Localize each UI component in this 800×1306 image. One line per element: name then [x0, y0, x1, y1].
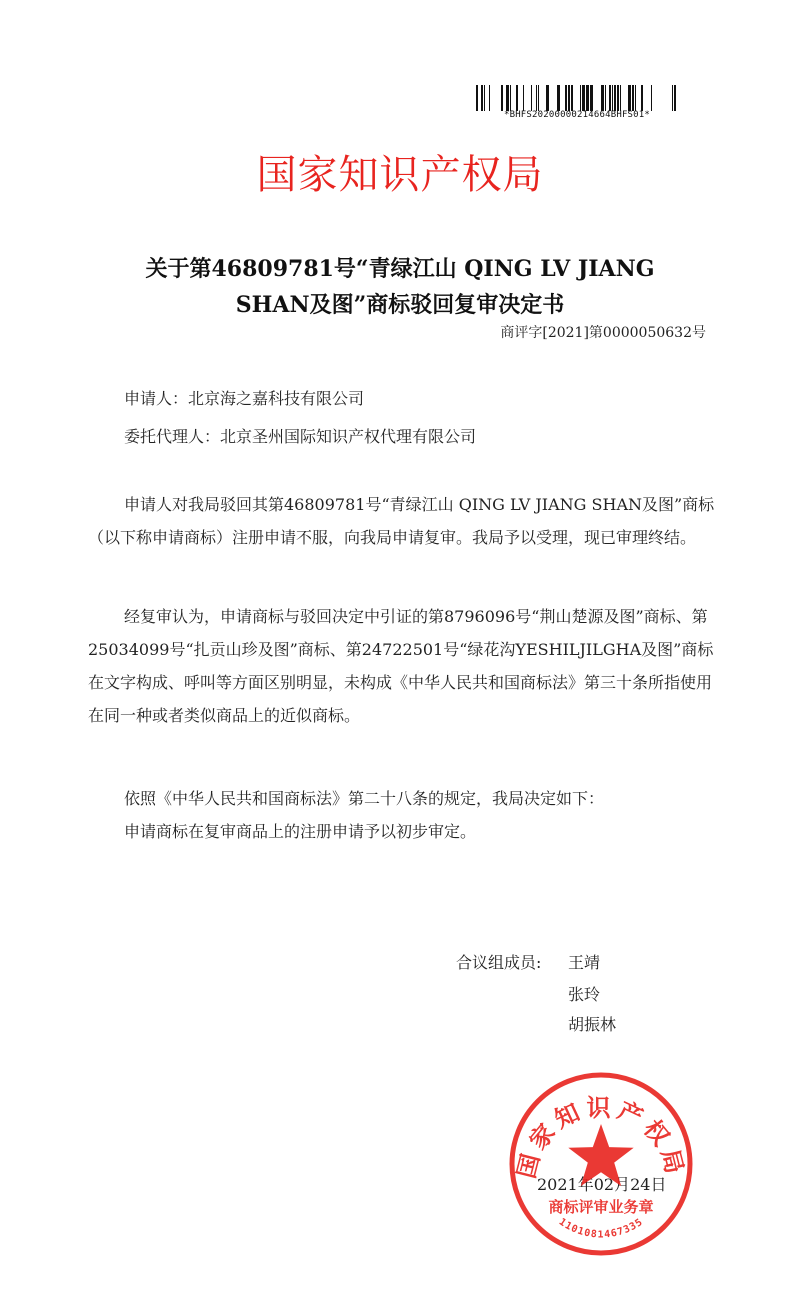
svg-text:1101081467335 [557, 1217, 646, 1241]
body-paragraph: 经复审认为，申请商标与驳回决定中引证的第8796096号“荆山楚源及图”商标、第25034099号“扎贡山珍及图”商标、第24722501号“绿花沟YESHILJILGHA及图”商标在文字构成、呼叫等方面区别明显，未构成《中华人民共和国商标法》第三十条所指使用在同一种或者类似商品上的近似商标。 [88, 607, 714, 725]
panel-member: 胡振林 [568, 1015, 617, 1034]
panel-member: 王靖 [568, 953, 601, 972]
star-icon [568, 1124, 633, 1186]
decision-date: 2021年02月24日 [537, 1175, 667, 1194]
body-paragraph: 依照《中华人民共和国商标法》第二十八条的规定，我局决定如下： [124, 789, 605, 808]
agency-header: 国家知识产权局 [256, 152, 544, 198]
body-paragraph: 申请人对我局驳回其第46809781号“青绿江山 QING LV JIANG SHAN及图”商标（以下称申请商标）注册申请不服，向我局申请复审。我局予以受理，现已审理终结。 [88, 495, 715, 547]
decision-title-line-2: SHAN及图”商标驳回复审决定书 [235, 292, 565, 318]
document-number: 商评字[2021]第0000050632号 [500, 325, 706, 341]
agent-line: 委托代理人：北京圣州国际知识产权代理有限公司 [124, 427, 477, 446]
seal-org-text: 国家知识产权局 [511, 1093, 691, 1182]
decision-title-line-1: 关于第46809781号“青绿江山 QING LV JIANG [145, 256, 655, 282]
barcode-image [476, 85, 678, 111]
official-seal [509, 1072, 693, 1256]
applicant-line: 申请人：北京海之嘉科技有限公司 [124, 389, 365, 408]
seal-number-text: 1101081467335 [556, 1216, 646, 1241]
panel-member: 张玲 [568, 985, 601, 1004]
seal-dept-text: 商标评审业务章 [548, 1198, 654, 1216]
body-paragraph: 申请商标在复审商品上的注册申请予以初步审定。 [124, 822, 477, 841]
panel-label: 合议组成员: [456, 953, 542, 972]
barcode-number: *BHFS20200000214664BHFS01* [503, 110, 651, 120]
